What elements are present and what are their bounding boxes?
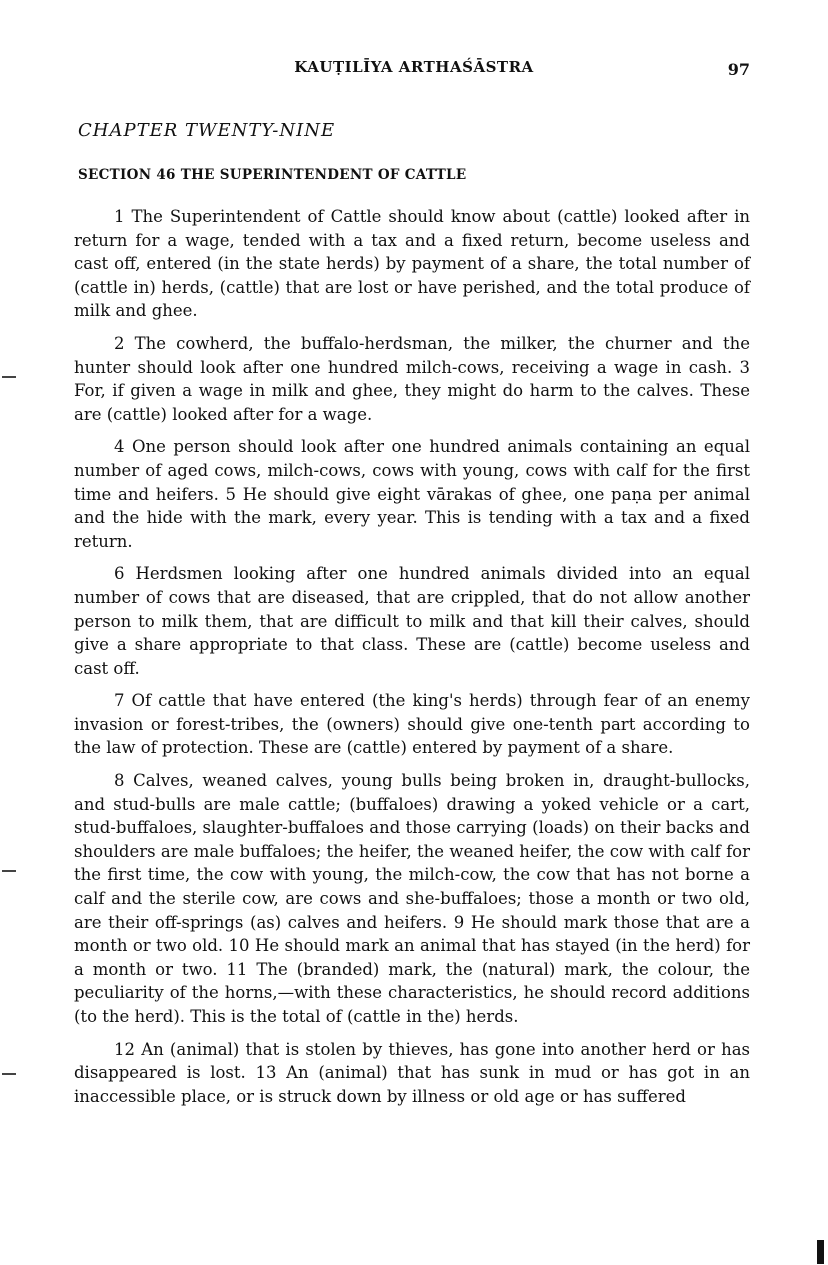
- scan-edge-mark: [817, 1240, 824, 1264]
- page-number: 97: [727, 60, 750, 79]
- paragraph: 7 Of cattle that have entered (the king's herds) through fear of an enemy invasion or forest-tribes, the (owners) should give one-tenth part according to the law of protection. These are (cattle) entered by payment of a share.: [74, 691, 750, 758]
- section-title: SECTION 46 THE SUPERINTENDENT OF CATTLE: [78, 167, 467, 183]
- margin-mark: [2, 870, 16, 872]
- paragraph: 6 Herdsmen looking after one hundred animals divided into an equal number of cows that are diseased, that are crippled, that do not allow another person to milk them, that are difficult to milk and that kill their calves, should give a share appropriate to that class. These are (cattle) become useless and cast off.: [74, 564, 750, 678]
- paragraph: 12 An (animal) that is stolen by thieves, has gone into another herd or has disappeared is lost. 13 An (animal) that has sunk in mud or has got in an inaccessible place, or is struck down by illness or old age or has suffered: [74, 1039, 750, 1106]
- margin-mark: [2, 376, 16, 378]
- margin-mark: [2, 1073, 16, 1075]
- body-text: [74, 205, 750, 1117]
- chapter-title: CHAPTER TWENTY-NINE: [78, 120, 336, 141]
- paragraph: 8 Calves, weaned calves, young bulls being broken in, draught-bullocks, and stud-bulls are male cattle; (buffaloes) drawing a yoked vehicle or a cart, stud-buffaloes, slaughter-buffaloes and those carrying (loads) on their backs and shoulders are male buffaloes; the heifer, the weaned heifer, the cow with calf for the first time, the cow with young, the milch-cow, the cow that has not borne a calf and the sterile cow, are cows and she-buffaloes; those a month or two old, are their off-springs (as) calves and heifers. 9 He should mark those that are a month or two old. 10 He should mark an animal that has stayed (in the herd) for a month or two. 11 The (branded) mark, the (natural) mark, the colour, the peculiarity of the horns,—with these characteristics, he should record additions (to the herd). This is the total of (cattle in the) herds.: [74, 771, 750, 1026]
- paragraph: 1 The Superintendent of Cattle should know about (cattle) looked after in return for a wage, tended with a tax and a fixed return, become useless and cast off, entered (in the state herds) by payment of a share, the total number of (cattle in) herds, (cattle) that are lost or have perished, and the total produce of milk and ghee.: [74, 207, 750, 321]
- paragraph: 4 One person should look after one hundred animals containing an equal number of aged cows, milch-cows, cows with young, cows with calf for the first time and heifers. 5 He should give eight vārakas of ghee, one paṇa per animal and the hide with the mark, every year. This is tending with a tax and a fixed return.: [74, 437, 750, 551]
- running-head: KAUṬILĪYA ARTHAŚĀSTRA: [294, 58, 534, 76]
- paragraph: 2 The cowherd, the buffalo-herdsman, the milker, the churner and the hunter should look after one hundred milch-cows, receiving a wage in cash. 3 For, if given a wage in milk and ghee, they might do harm to the calves. These are (cattle) looked after for a wage.: [74, 333, 750, 424]
